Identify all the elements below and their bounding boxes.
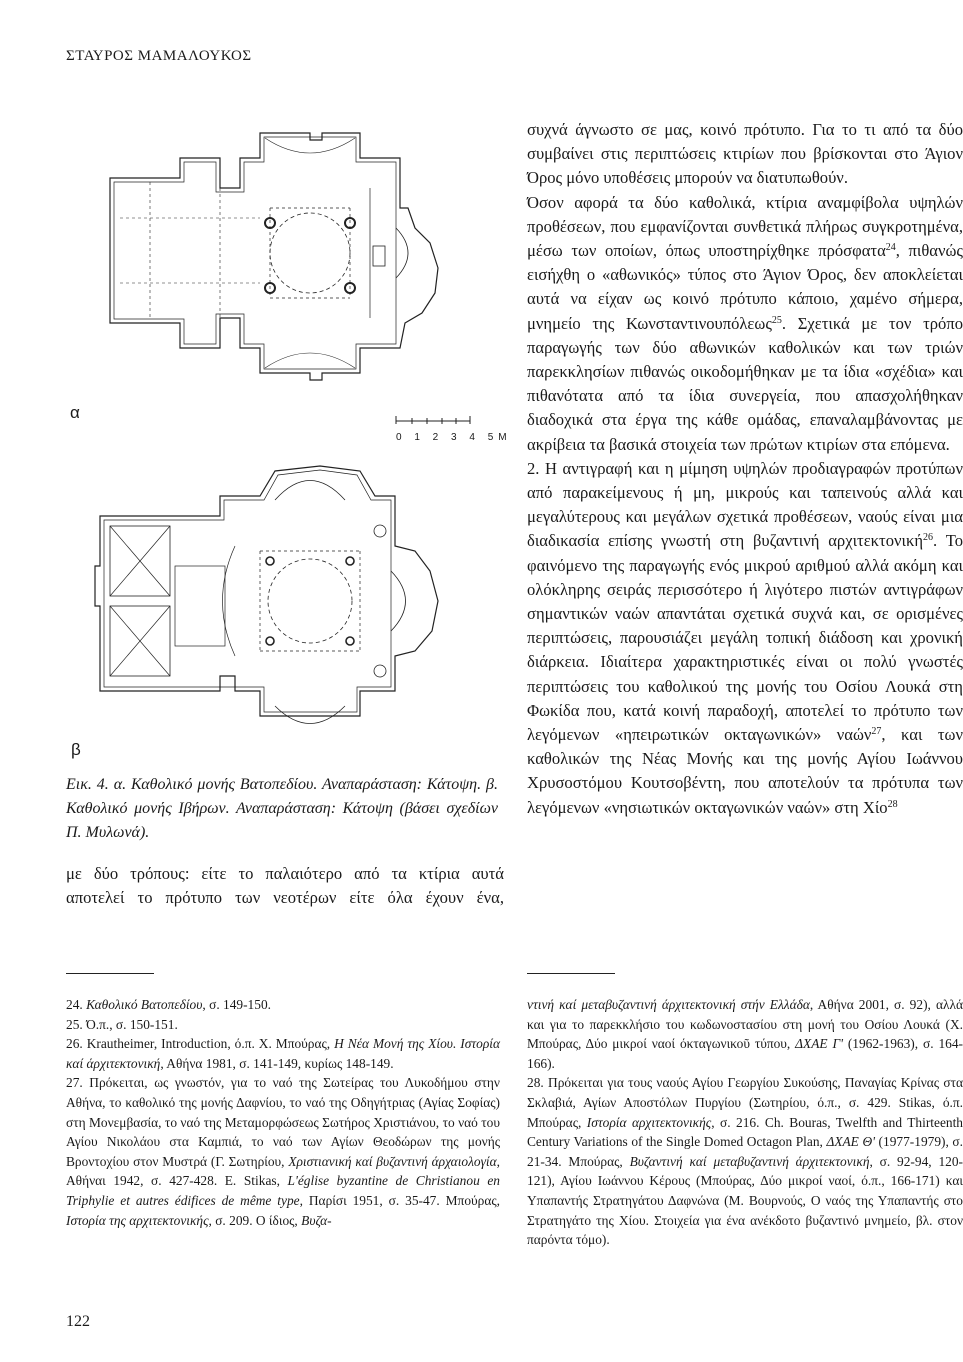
figure-caption: Εικ. 4. α. Καθολικό μονής Βατοπεδίου. Αναπαράσταση: Κάτοψη. β. Καθολικό μονής Ιβήρων. Αναπαράσταση: Κάτοψη (βάσει σχεδίων Π. Μυλωνά).	[66, 776, 498, 841]
main-column	[527, 118, 963, 820]
text-line: με δύο τρόπους: είτε το παλαιότερο από τα κτίρια αυτά	[66, 864, 504, 883]
footnote-28: 28. Πρόκειται για τους ναούς Αγίου Γεωργίου Συκούσης, Παναγίας Κρίνας στα Σκλαβιά, Αγίων Αποστόλων Πυργίου (Σωτηρίου, ό.π., σ. 429. Stikas, ό.π. Μπούρας, Ιστορία αρχιτεκτονικής, σ. 216. Ch. Bouras, Twelfth and Thirteenth Century Variations of the Single Domed Octagon Plan, ΔΧΑΕ Θ' (1977-1979), σ. 21-34. Μπούρας, Βυζαντινή καί μεταβυζαντινή άρχιτεκτονική, σ. 92-94, 120-121), Αγίου Ιωάννου Κέρους (Μπούρας, Δύο μικροί ναοί, ό.π., 166-171) και Υπαπαντής Στρατηγάτου Δαφνώνα (Μ. Βουρνούς, Ο ναός της Υπαπαντής στο Στρατηγάτο της Χίου. Στοιχεία για ένα ανέκδοτο βυζαντινό μνημείο, βλ. στον παρόντα τόμο).	[527, 1075, 963, 1248]
left-column-text	[66, 862, 504, 910]
footnotes-right	[527, 995, 963, 1250]
figure-label-a: α	[70, 403, 80, 422]
paragraph: 2. Η αντιγραφή και η μίμηση υψηλών προδιαγραφών προτύπων από παρακείμενους ή μη, μικρούς και ταπεινούς αλλά και μεγαλύτερους και μεγάλων σχετικά προθέσεων, ναούς είναι μια διαδικασία επίσης γνωστή στη βυζαντινή αρχιτεκτονική$^{26}$. Το φαινόμενο της παραγωγής ενός μικρού αριθμού αλλά ακόμη και ολόκληρης σειράς περισσότερο ή λιγότερο πιστών αντιγράφων σημαντικών ναών απαντάται σχετικά συχνά και, σε ορισμένες περιπτώσεις, παρουσιάζει μεγάλη τοπική διάδοση και χρονική διάρκεια. Ιδιαίτερα χαρακτηριστικές είναι οι πολύ γνωστές περιπτώσεις του καθολικού της μονής του Οσίου Λουκά στη Φωκίδα που, κατά κοινή παραδοχή, αποτελεί το πρότυπο των λεγόμενων «ηπειρωτικών οκταγωνικών» ναών$^{27}$, και των καθολικών της Νέας Μονής και της μονής Αγίου Ιωάννου Χρυσοστόμου Κουτσοβέντη, που αποτελούν τα πρότυπα των λεγόμενων «νησιωτικών οκταγωνικών ναών» στη Χίο$^{28}$	[527, 458, 963, 817]
paragraph: συχνά άγνωστο σε μας, κοινό πρότυπο. Για το τι από τα δύο συμβαίνει στις περιπτώσεις κτιρίων που βρίσκονται στο Άγιον Όρος μόνο υποθέσεις μπορούν να διατυπωθούν.	[527, 120, 963, 188]
footnote-ref: 25	[771, 314, 782, 326]
footnote-ref: 24	[885, 242, 896, 254]
footnote-divider	[66, 973, 154, 974]
footnote-ref: 27	[871, 726, 882, 738]
footnote-ref: 26	[923, 532, 934, 544]
footnote-27: 27. Πρόκειται, ως γνωστόν, για το ναό της Σωτείρας του Λυκοδήμου στην Αθήνα, το καθολικό της μονής Δαφνίου, το ναό της Οδηγήτριας (Αγίας Σοφίας) στη Μονεμβασία, το ναό της Μεταμορφώσεως Σωτήρος Χριστιάνου, το ναό του Αγίου Νικολάου στα Καμπιά, το ναό των Αγίων Θεοδώρων της μονής Βροντοχίου στον Μυστρά (Γ. Σωτηρίου, Χριστιανική καί βυζαντινή άρχαιολογία, Αθήναι 1942, σ. 427-428. E. Stikas, L'église byzantine de Christianou en Triphylie et autres édifices de même type, Παρίσι 1951, σ. 35-47. Μπούρας, Ιστορία της αρχιτεκτονικής, σ. 209. Ο ίδιος, Βυζα-	[66, 1075, 501, 1228]
page-number: 122	[66, 1313, 90, 1330]
paragraph: Όσον αφορά τα δύο καθολικά, κτίρια αναμφίβολα υψηλών προθέσεων, που εμφανίζονται συνθετικά πλήρως συγκροτημένα, μέσω των οποίων, όπως υποστηρίχθηκε πρόσφατα$^{24}$, πιθανώς εισήχθη ο «αθωνικός» τύπος στο Άγιον Όρος, δεν αποκλείεται αυτά να είχαν ως κοινό πρότυπο κάποιο, χαμένο σήμερα, μνημείο της Κωνσταντινουπόλεως$^{25}$. Σχετικά με τον τρόπο παραγωγής των δύο αθωνικών καθολικών και των τριών παρεκκλησίων πιθανώς οικοδομήθηκαν με τα ίδια «σχέδια» και πιθανότατα από τα ίδια συνεργεία, που απασχολήθηκαν διαδοχικά στα έργα της κάθε ομάδας, επαναλαμβάνοντας με ακρίβεια τα βασικά στοιχεία των πρώτων κτιρίων στα επόμενα.	[527, 192, 963, 454]
text-line: αποτελεί το πρότυπο των νεοτέρων είτε όλα έχουν ένα,	[66, 888, 504, 908]
scale-bar	[396, 416, 470, 424]
footnote-ref: 28	[887, 798, 898, 810]
scale-label: 0 1 2 3 4 5M	[396, 432, 512, 443]
plan-vatopedi	[110, 133, 438, 380]
footnote-25: 25. Ό.π., σ. 150-151.	[66, 1016, 178, 1032]
floor-plans-figure	[60, 118, 470, 768]
footnote-divider	[527, 973, 615, 974]
footnote-24: 24. Καθολικό Βατοπεδίου, σ. 149-150.	[66, 997, 271, 1012]
figure-label-b: β	[71, 740, 81, 759]
footnote-27-continued: ντινή καί μεταβυζαντινή άρχιτεκτονική στήν Ελλάδα, Αθήνα 2001, σ. 92), αλλά και για το παρεκκλήσιο του κωδωνοστασίου στη μονή του Οσίου Λουκά (Χ. Μπούρας, Δύο μικροί ναοί όκταγωνικοῦ τύπου, ΔΧΑΕ Γ' (1962-1963), σ. 164-166).	[527, 997, 963, 1071]
footnotes-left	[66, 995, 500, 1230]
footnote-26: 26. Krautheimer, Introduction, ό.π. Χ. Μπούρας, Η Νέα Μονή της Χίου. Ιστορία καί άρχιτεκτονική, Αθήνα 1981, σ. 141-149, κυρίως 148-149.	[66, 1036, 500, 1071]
running-head: ΣΤΑΥΡΟΣ ΜΑΜΑΛΟΥΚΟΣ	[66, 48, 252, 64]
plan-iviron	[95, 466, 438, 724]
